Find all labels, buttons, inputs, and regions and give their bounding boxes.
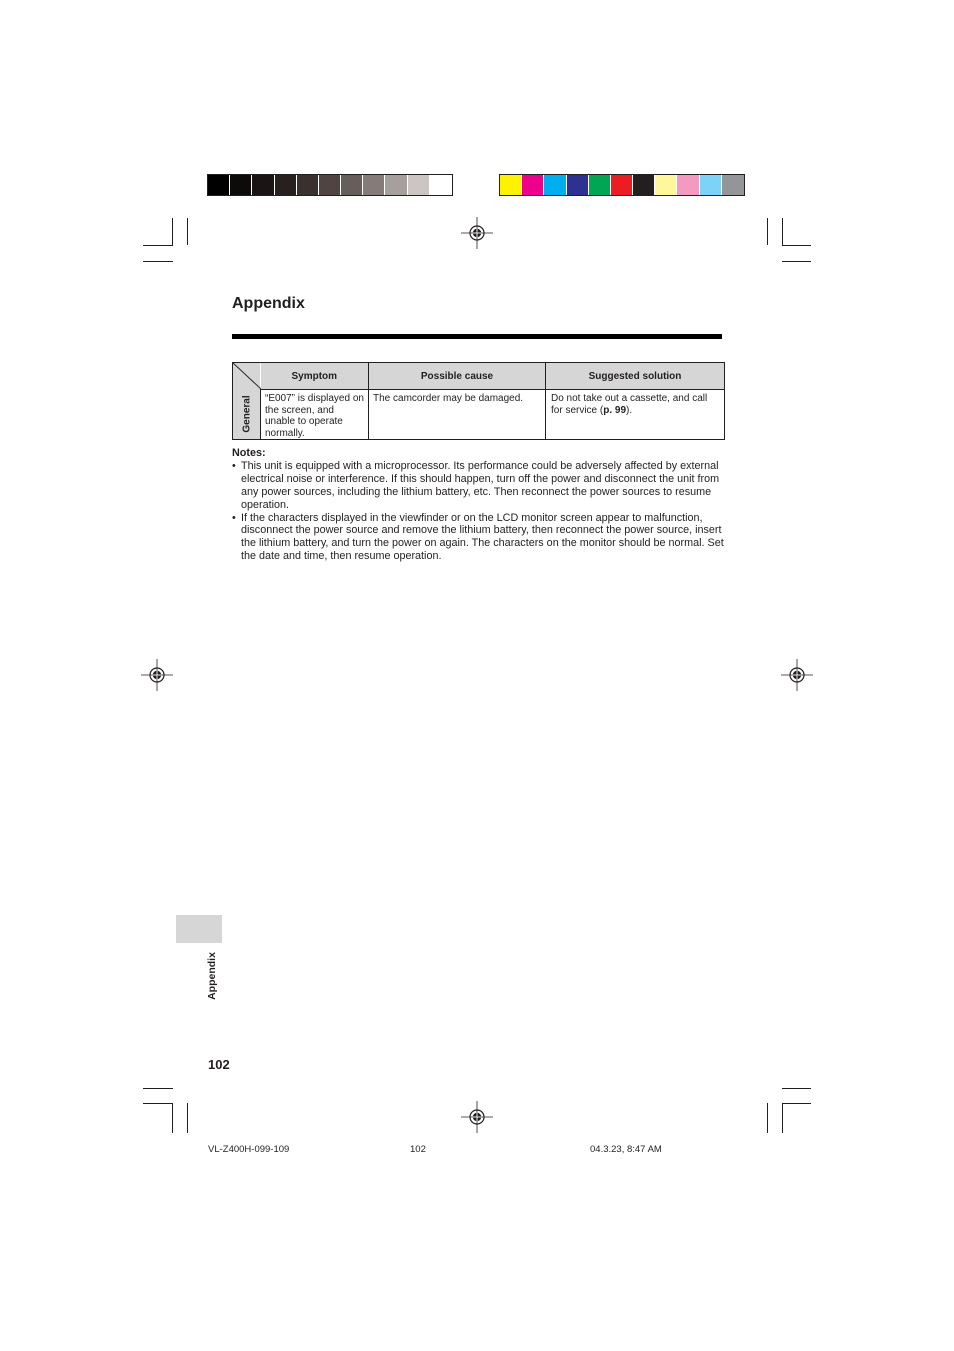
crop-mark [782,245,811,246]
crop-mark [782,218,783,245]
list-item [232,512,727,564]
troubleshooting-table [232,362,725,440]
color-swatch [297,175,319,195]
color-swatch [408,175,430,195]
crop-mark [767,218,768,245]
symptom-cell: “E007” is displayed on the screen, and unable to operate normally. [261,390,369,440]
crop-mark [187,218,188,245]
crop-mark [143,245,173,246]
section-tab [176,915,222,943]
crop-mark [143,1103,173,1104]
crop-mark [143,261,173,262]
color-swatch [363,175,385,195]
color-swatch [677,175,699,195]
crop-mark [767,1103,768,1133]
color-swatch [275,175,297,195]
color-swatch [655,175,677,195]
page-reference-link[interactable]: p. 99 [603,404,627,416]
crop-mark [172,218,173,245]
color-swatch [319,175,341,195]
footer-filename: VL-Z400H-099-109 [208,1144,290,1155]
solution-cell [546,390,725,440]
crop-mark [143,1088,173,1089]
cause-cell: The camcorder may be damaged. [369,390,546,440]
color-swatch [252,175,274,195]
color-calibration-bar [499,174,745,196]
crop-mark [782,261,811,262]
color-swatch [633,175,655,195]
color-swatch [544,175,566,195]
crop-mark [782,1088,811,1089]
registration-mark-icon [461,217,493,249]
crop-mark [782,1103,783,1133]
color-swatch [589,175,611,195]
bullet: • [232,459,236,472]
header-symptom: Symptom [261,363,369,390]
page-title: Appendix [232,295,305,312]
color-swatch [341,175,363,195]
table-header-row [233,363,725,390]
table-row [233,390,725,440]
color-swatch [567,175,589,195]
color-swatch [611,175,633,195]
note-text: If the characters displayed in the viewfinder or on the LCD monitor screen appear to malfunction, disconnect the power source and remove the lithium battery, then reconnect the power source, insert the lithium battery, and turn the power on again. The characters on the monitor should be normal. Set the date and time, then resume operation. [241,511,724,563]
crop-mark [782,1103,811,1104]
color-swatch [722,175,744,195]
section-tab-label: Appendix [206,952,218,1000]
color-swatch [430,175,452,195]
solution-text-end: ). [626,404,633,416]
color-swatch [700,175,722,195]
color-swatch [208,175,230,195]
color-swatch [522,175,544,195]
registration-mark-icon [461,1101,493,1133]
category-label: General [240,395,252,433]
registration-mark-icon [781,659,813,691]
solution-text: Do not take out a cassette, and call for service ( [551,393,708,416]
bullet: • [232,511,236,524]
crop-mark [187,1103,188,1133]
registration-mark-icon [141,659,173,691]
header-possible-cause: Possible cause [369,363,546,390]
header-suggested-solution: Suggested solution [546,363,725,390]
category-column [233,363,261,440]
footer-timestamp: 04.3.23, 8:47 AM [590,1144,662,1155]
grayscale-calibration-bar [207,174,453,196]
list-item [232,460,727,512]
page-number: 102 [208,1057,230,1072]
title-rule [232,334,722,339]
notes-section [232,447,727,563]
note-text: This unit is equipped with a microprocessor. Its performance could be adversely affected by external electrical noise or interference. If this should happen, turn off the power and disconnect the unit from any power sources, including the lithium battery, etc. Then reconnect the power sources to resume operation. [241,459,720,511]
footer-page: 102 [410,1144,426,1155]
crop-mark [172,1103,173,1133]
color-swatch [385,175,407,195]
diagonal-divider [233,363,261,389]
notes-title: Notes: [232,447,266,459]
color-swatch [500,175,522,195]
color-swatch [230,175,252,195]
